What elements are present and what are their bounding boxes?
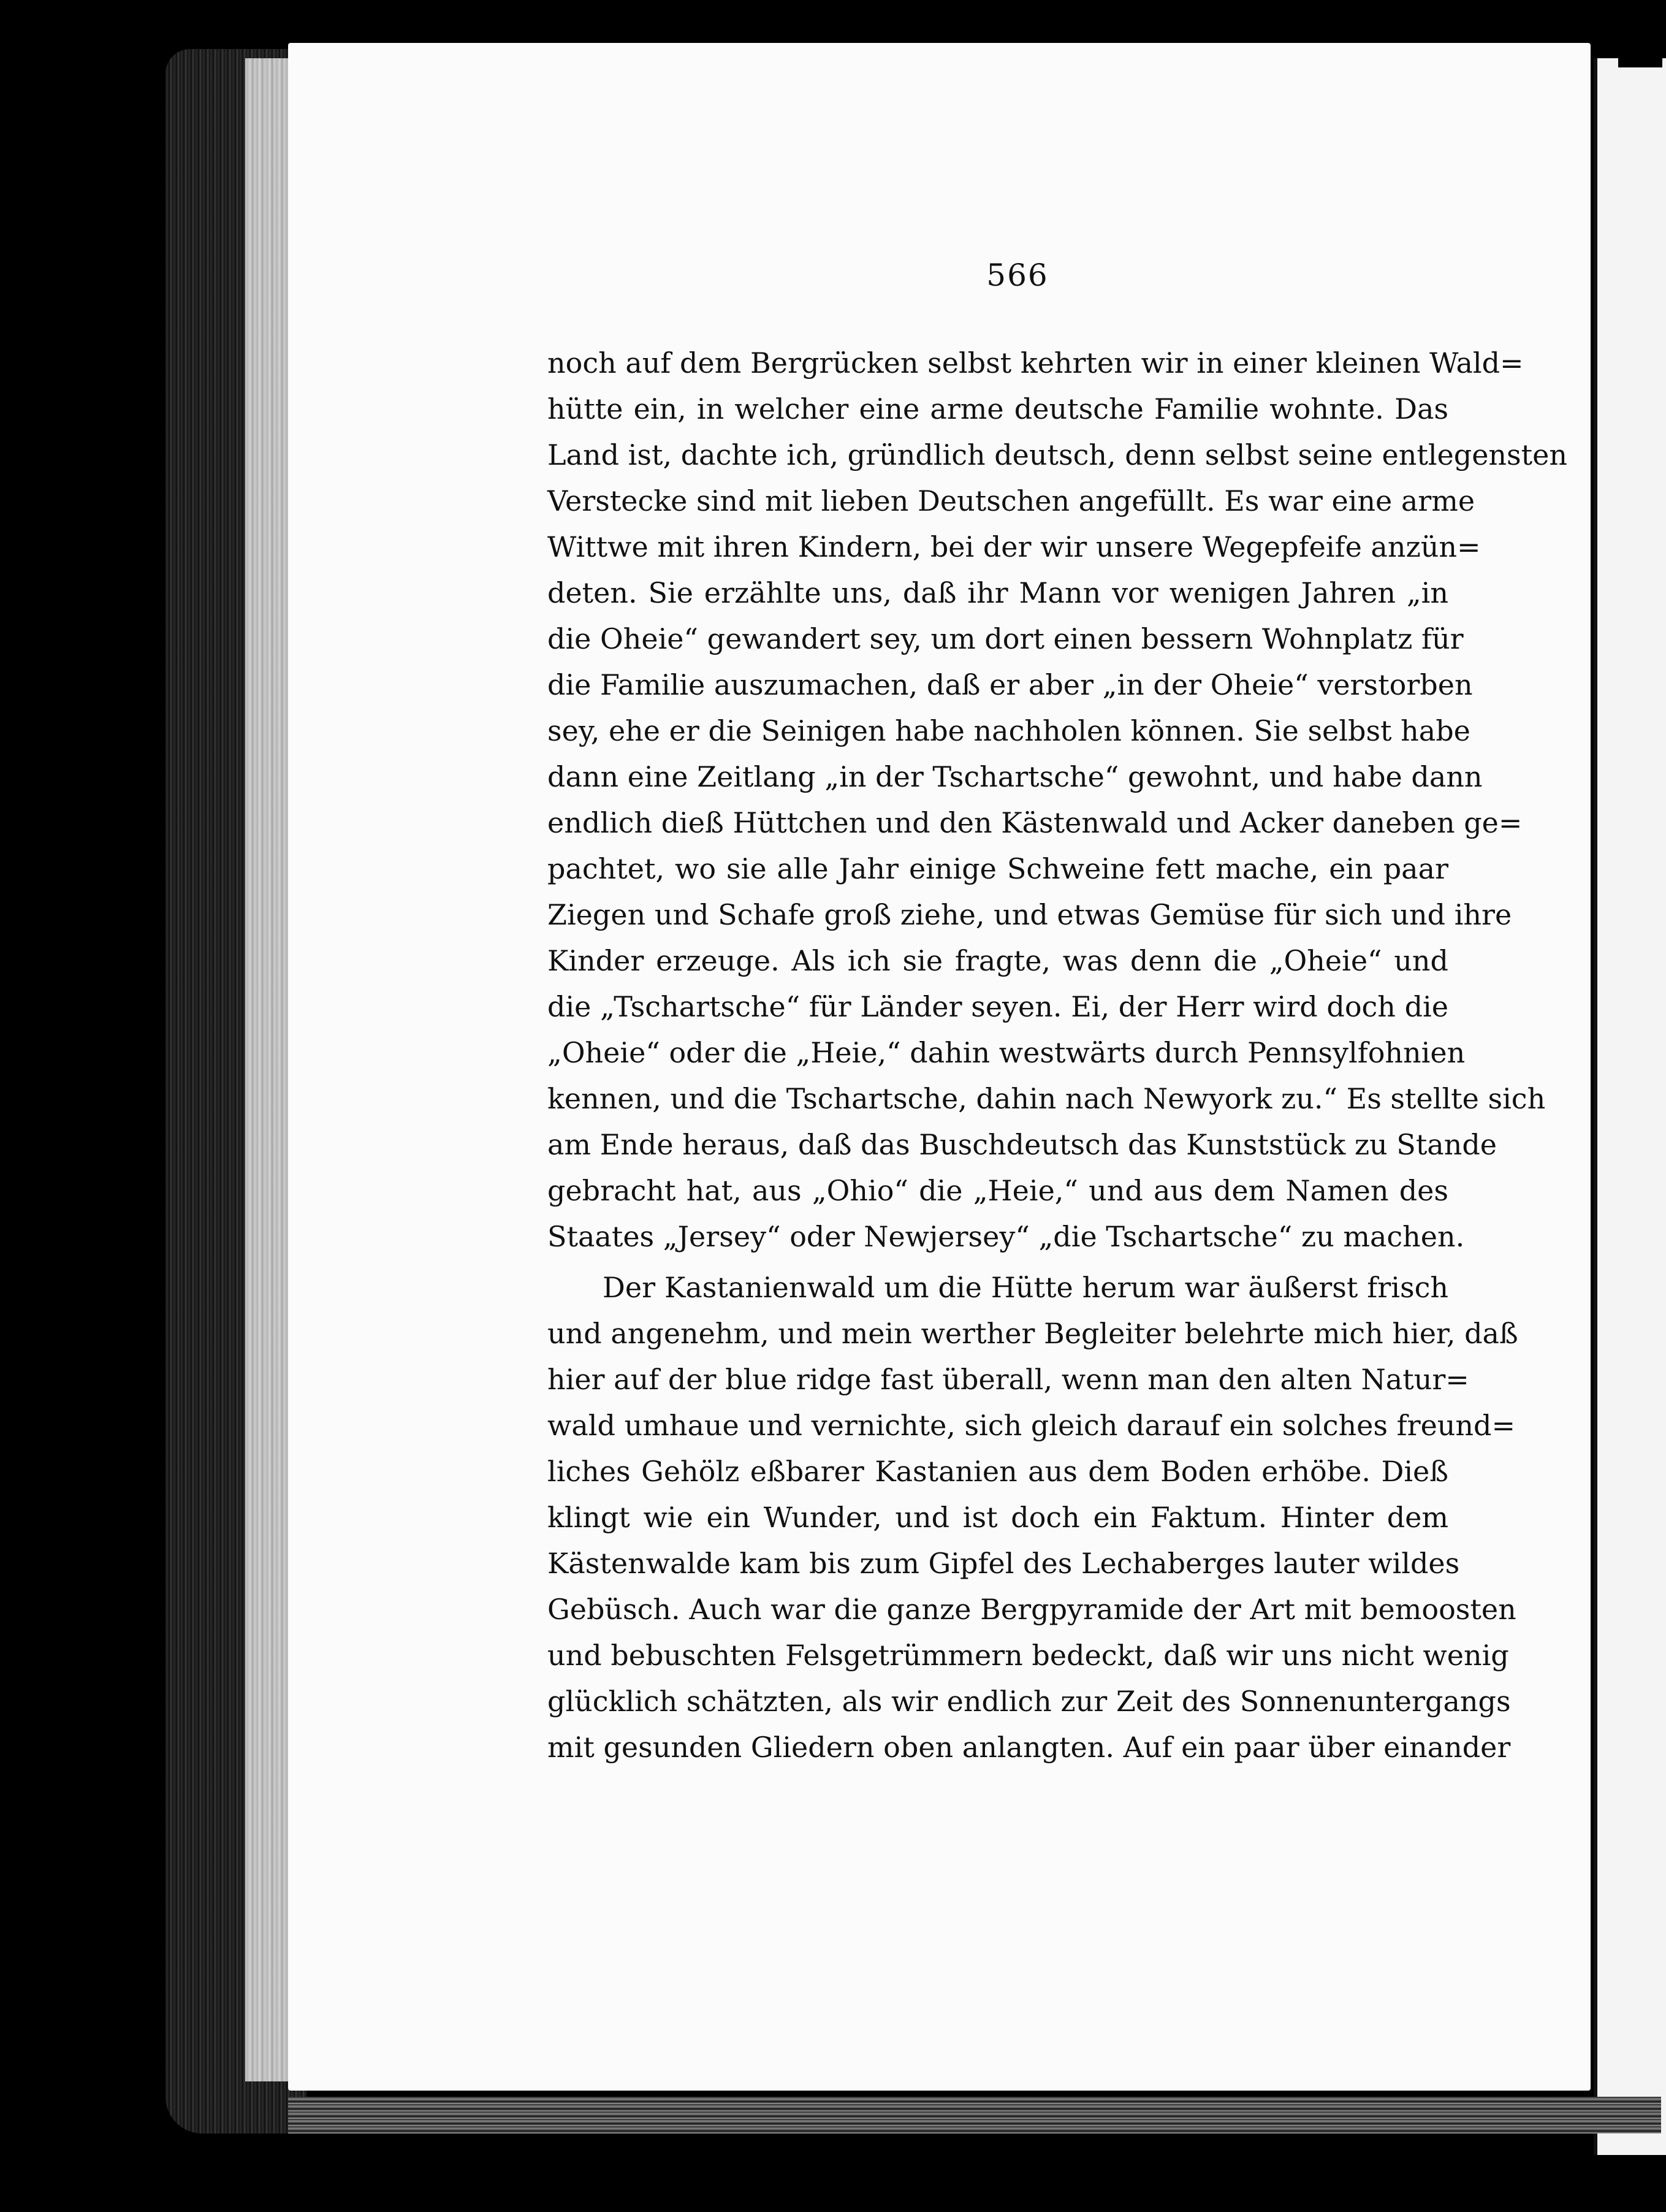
- text-line: Land ist, dachte ich, gründlich deutsch, denn selbst seine entlegensten: [547, 438, 1567, 471]
- text-line: liches Gehölz eßbarer Kastanien aus dem Boden erhöbe. Dieß: [547, 1455, 1448, 1488]
- page-bottom-edge: [288, 2097, 1661, 2134]
- text-line: kennen, und die Tschartsche, dahin nach Newyork zu.“ Es stellte sich: [547, 1082, 1546, 1115]
- text-line: Der Kastanienwald um die Hütte herum war äußerst frisch: [603, 1271, 1448, 1304]
- text-line: die Familie auszumachen, daß er aber „in der Oheie“ verstorben: [547, 668, 1473, 701]
- text-line: wald umhaue und vernichte, sich gleich darauf ein solches freund=: [547, 1409, 1516, 1442]
- text-line: gebracht hat, aus „Ohio“ die „Heie,“ und aus dem Namen des: [547, 1174, 1448, 1207]
- text-line: und angenehm, und mein werther Begleiter belehrte mich hier, daß: [547, 1317, 1518, 1350]
- paragraph-gap: [547, 1260, 1448, 1265]
- text-line: Kinder erzeuge. Als ich sie fragte, was denn die „Oheie“ und: [547, 944, 1448, 977]
- text-line: deten. Sie erzählte uns, daß ihr Mann vor wenigen Jahren „in: [547, 576, 1448, 609]
- text-line: dann eine Zeitlang „in der Tschartsche“ gewohnt, und habe dann: [547, 760, 1483, 793]
- scan-corner: [1618, 0, 1662, 67]
- text-line: Wittwe mit ihren Kindern, bei der wir unsere Wegepfeife anzün=: [547, 530, 1481, 563]
- text-line: hütte ein, in welcher eine arme deutsche Familie wohnte. Das: [547, 392, 1448, 425]
- text-line: endlich dieß Hüttchen und den Kästenwald und Acker daneben ge=: [547, 806, 1523, 839]
- text-line: „Oheie“ oder die „Heie,“ dahin westwärts durch Pennsylfohnien: [547, 1036, 1466, 1069]
- text-line: Verstecke sind mit lieben Deutschen angefüllt. Es war eine arme: [547, 484, 1475, 517]
- text-line: Ziegen und Schafe groß ziehe, und etwas Gemüse für sich und ihre: [547, 898, 1512, 931]
- text-line: die „Tschartsche“ für Länder seyen. Ei, der Herr wird doch die: [547, 990, 1448, 1023]
- text-line: pachtet, wo sie alle Jahr einige Schweine fett mache, ein paar: [547, 852, 1448, 885]
- text-line: Kästenwalde kam bis zum Gipfel des Lechaberges lauter wildes: [547, 1547, 1460, 1580]
- text-line: am Ende heraus, daß das Buschdeutsch das Kunststück zu Stande: [547, 1128, 1497, 1161]
- text-line: glücklich schätzten, als wir endlich zur Zeit des Sonnenuntergangs: [547, 1685, 1511, 1718]
- text-line: klingt wie ein Wunder, und ist doch ein Faktum. Hinter dem: [547, 1501, 1448, 1534]
- text-line: sey, ehe er die Seinigen habe nachholen können. Sie selbst habe: [547, 714, 1470, 747]
- facing-page-edge: [1594, 58, 1666, 2155]
- text-line: mit gesunden Gliedern oben anlangten. Auf ein paar über einander: [547, 1731, 1511, 1764]
- text-line: Gebüsch. Auch war die ganze Bergpyramide der Art mit bemoosten: [547, 1593, 1516, 1626]
- text-line: hier auf der blue ridge fast überall, wenn man den alten Natur=: [547, 1363, 1469, 1396]
- page-number: 566: [986, 257, 1049, 293]
- text-line: und bebuschten Felsgetrümmern bedeckt, daß wir uns nicht wenig: [547, 1639, 1509, 1672]
- text-line: Staates „Jersey“ oder Newjersey“ „die Tschartsche“ zu machen.: [547, 1220, 1465, 1253]
- text-line: noch auf dem Bergrücken selbst kehrten wir in einer kleinen Wald=: [547, 346, 1524, 379]
- body-text: [547, 340, 1567, 1771]
- text-line: die Oheie“ gewandert sey, um dort einen bessern Wohnplatz für: [547, 622, 1464, 655]
